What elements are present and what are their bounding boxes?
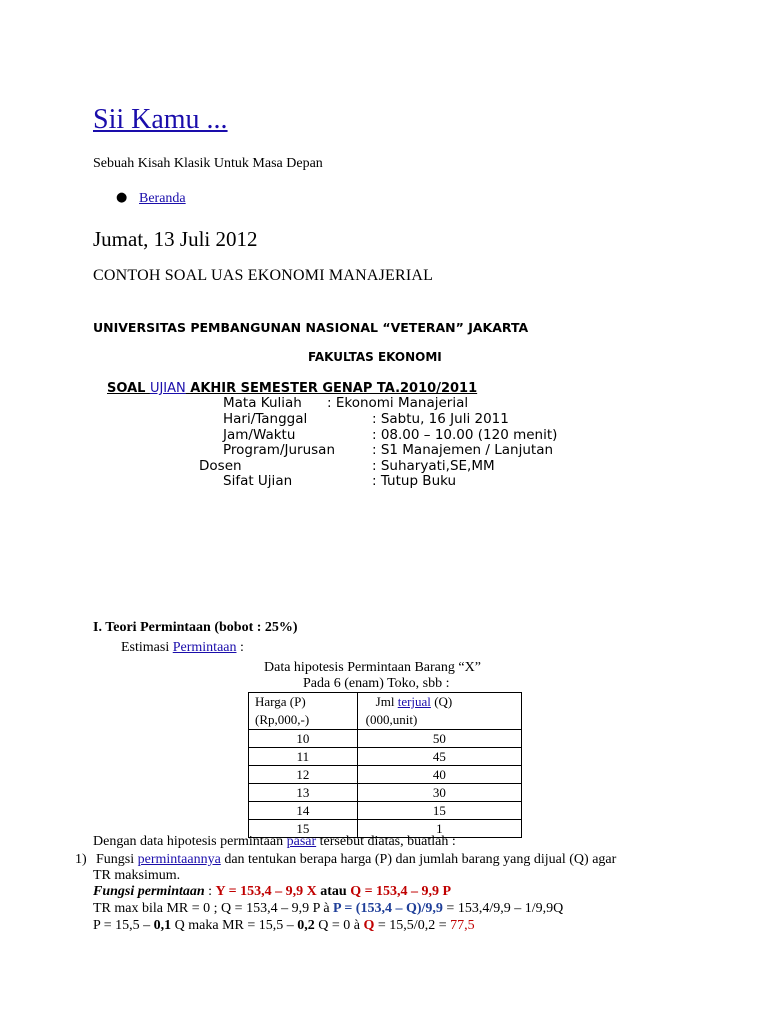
answer-eq1: Y = 153,4 – 9,9 X bbox=[215, 884, 317, 899]
cell-quantity: 15 bbox=[357, 802, 521, 820]
table-row bbox=[249, 766, 522, 784]
intro-prefix: Dengan data hipotesis permintaan bbox=[93, 834, 287, 849]
demand-table bbox=[248, 692, 522, 838]
exam-title-prefix: SOAL bbox=[107, 381, 150, 396]
tr-prefix: TR max bila MR = 0 ; Q = 153,4 – 9,9 P à bbox=[93, 901, 334, 916]
cell-price: 15 bbox=[249, 820, 358, 838]
cell-quantity: 1 bbox=[357, 820, 521, 838]
tr-max-line bbox=[93, 901, 563, 917]
p-line-h: 77,5 bbox=[450, 918, 475, 933]
answer-atau: atau bbox=[316, 884, 351, 899]
faculty-name: FAKULTAS EKONOMI bbox=[308, 350, 442, 364]
question-number: 1) bbox=[75, 852, 87, 867]
cell-price: 14 bbox=[249, 802, 358, 820]
table-header-row bbox=[249, 693, 522, 730]
p-line-f: Q bbox=[363, 918, 375, 933]
post-date: Jumat, 13 Juli 2012 bbox=[93, 227, 258, 251]
info-value-jam-waktu: : 08.00 – 10.00 (120 menit) bbox=[372, 427, 558, 443]
estimasi-suffix: : bbox=[236, 640, 244, 655]
info-label-dosen: Dosen bbox=[199, 458, 242, 474]
cell-price: 13 bbox=[249, 784, 358, 802]
pasar-link[interactable]: pasar bbox=[286, 834, 317, 849]
blog-title-link[interactable]: Sii Kamu ... bbox=[93, 104, 228, 135]
ujian-link[interactable]: UJIAN bbox=[149, 381, 186, 396]
info-label-jam-waktu: Jam/Waktu bbox=[223, 427, 296, 443]
table-caption-2: Pada 6 (enam) Toko, sbb : bbox=[303, 676, 450, 691]
header-price-line1: Harga (P) bbox=[255, 694, 306, 709]
table-row bbox=[249, 748, 522, 766]
estimasi-line bbox=[121, 640, 244, 656]
nav-bullet-icon: ● bbox=[116, 190, 128, 205]
p-line-e: Q = 0 à bbox=[314, 918, 364, 933]
p-line-g: = 15,5/0,2 = bbox=[374, 918, 451, 933]
table-row bbox=[249, 784, 522, 802]
info-label-sifat-ujian: Sifat Ujian bbox=[223, 473, 293, 489]
estimasi-prefix: Estimasi bbox=[121, 640, 173, 655]
header-quantity-line1 bbox=[366, 693, 515, 711]
p-line-c: Q maka MR = 15,5 – bbox=[171, 918, 298, 933]
p-equation-line bbox=[93, 918, 475, 934]
table-header-price bbox=[249, 693, 358, 730]
info-value-mata-kuliah: : Ekonomi Manajerial bbox=[327, 395, 469, 411]
post-title: CONTOH SOAL UAS EKONOMI MANAJERIAL bbox=[93, 267, 434, 284]
p-line-d: 0,2 bbox=[297, 918, 315, 933]
permintaannya-link[interactable]: permintaannya bbox=[137, 852, 221, 867]
info-label-hari-tanggal: Hari/Tanggal bbox=[223, 411, 308, 427]
nav-link-beranda[interactable]: Beranda bbox=[139, 191, 186, 206]
cell-quantity: 40 bbox=[357, 766, 521, 784]
answer-eq2: Q = 153,4 – 9,9 P bbox=[350, 884, 452, 899]
q1-suffix: dan tentukan berapa harga (P) dan jumlah barang yang dijual (Q) agar bbox=[220, 852, 617, 867]
table-row bbox=[249, 802, 522, 820]
header-quantity-prefix: Jml bbox=[375, 694, 398, 709]
tr-suffix: = 153,4/9,9 – 1/9,9Q bbox=[442, 901, 564, 916]
university-name: UNIVERSITAS PEMBANGUNAN NASIONAL “VETERAN” JAKARTA bbox=[93, 320, 529, 335]
tr-bold: P = (153,4 – Q)/9,9 bbox=[333, 901, 443, 916]
q1-prefix: Fungsi bbox=[96, 852, 138, 867]
answer-demand-function bbox=[93, 884, 451, 900]
info-value-dosen: : Suharyati,SE,MM bbox=[372, 458, 495, 474]
exam-title bbox=[107, 381, 477, 396]
section-heading: I. Teori Permintaan (bobot : 25%) bbox=[93, 620, 298, 635]
header-quantity-line2: (000,unit) bbox=[365, 712, 418, 727]
table-row bbox=[249, 730, 522, 748]
table-header-quantity bbox=[357, 693, 521, 730]
cell-price: 10 bbox=[249, 730, 358, 748]
header-price-line2: (Rp,000,-) bbox=[255, 712, 310, 727]
table-caption-1: Data hipotesis Permintaan Barang “X” bbox=[264, 660, 481, 675]
p-line-b: 0,1 bbox=[153, 918, 172, 933]
intro-line bbox=[93, 834, 456, 850]
question-1-line2: TR maksimum. bbox=[93, 868, 181, 883]
question-1 bbox=[96, 852, 616, 868]
info-value-program: : S1 Manajemen / Lanjutan bbox=[372, 442, 554, 458]
blog-description: Sebuah Kisah Klasik Untuk Masa Depan bbox=[93, 156, 323, 171]
info-label-program: Program/Jurusan bbox=[223, 442, 336, 458]
cell-quantity: 30 bbox=[357, 784, 521, 802]
cell-price: 11 bbox=[249, 748, 358, 766]
p-line-a: P = 15,5 – bbox=[93, 918, 154, 933]
cell-price: 12 bbox=[249, 766, 358, 784]
header-quantity-suffix: (Q) bbox=[430, 694, 453, 709]
info-value-hari-tanggal: : Sabtu, 16 Juli 2011 bbox=[372, 411, 509, 427]
terjual-link[interactable]: terjual bbox=[397, 694, 431, 709]
info-label-mata-kuliah: Mata Kuliah bbox=[223, 395, 302, 411]
intro-suffix: tersebut diatas, buatlah : bbox=[316, 834, 456, 849]
exam-title-suffix: AKHIR SEMESTER GENAP TA.2010/2011 bbox=[185, 381, 478, 396]
info-value-sifat-ujian: : Tutup Buku bbox=[372, 473, 457, 489]
permintaan-link[interactable]: Permintaan bbox=[172, 640, 237, 655]
answer-colon: : bbox=[204, 884, 216, 899]
cell-quantity: 45 bbox=[357, 748, 521, 766]
answer-label: Fungsi permintaan bbox=[93, 884, 205, 899]
cell-quantity: 50 bbox=[357, 730, 521, 748]
